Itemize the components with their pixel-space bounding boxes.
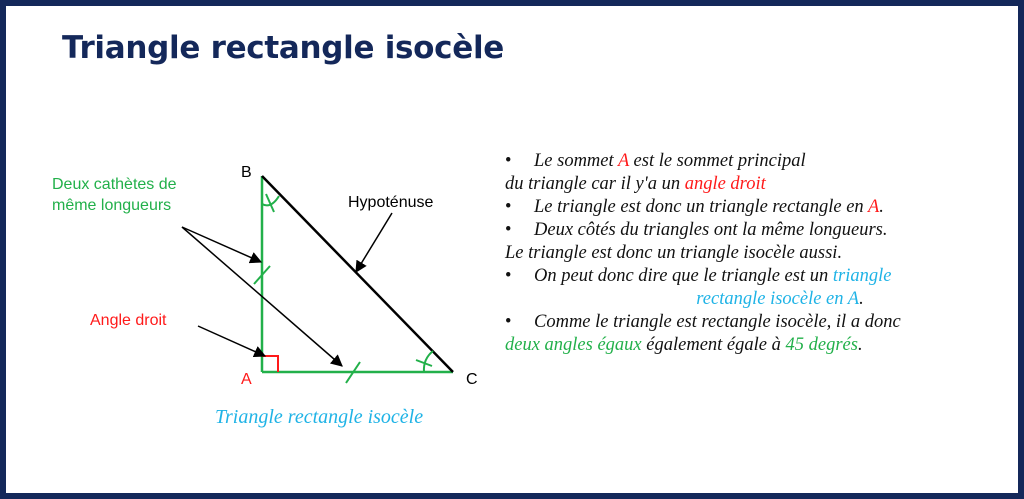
legs-label-line2: même longueurs: [52, 197, 172, 214]
note-3: • Deux côtés du triangles ont la même longueurs.: [505, 220, 888, 240]
bullet-5: •: [505, 312, 512, 332]
angle-arc-c: [424, 351, 433, 372]
right-angle-marker: [262, 356, 278, 372]
bullet-2: •: [505, 197, 512, 217]
arrow-right-angle: [198, 326, 265, 356]
note-2: • Le triangle est donc un triangle rectangle en A.: [505, 197, 884, 217]
note-1-continued: du triangle car il y'a un angle droit: [505, 174, 766, 194]
hypotenuse-label: Hypoténuse: [348, 194, 434, 211]
arrow-legs-to-ab: [182, 227, 261, 262]
vertex-label-a: A: [241, 371, 252, 388]
page-title: Triangle rectangle isocèle: [62, 30, 505, 66]
bullet-1: •: [505, 151, 512, 171]
right-angle-label: Angle droit: [90, 312, 167, 329]
bullet-4: •: [505, 266, 512, 286]
diagram-caption: Triangle rectangle isocèle: [215, 406, 424, 428]
note-1: • Le sommet A est le sommet principal: [505, 151, 806, 171]
vertex-label-b: B: [241, 164, 252, 181]
note-4-continued: rectangle isocèle en A.: [696, 289, 864, 309]
note-3-continued: Le triangle est donc un triangle isocèle aussi.: [505, 243, 843, 263]
note-5: • Comme le triangle est rectangle isocèle, il a donc: [505, 312, 901, 332]
note-4: • On peut donc dire que le triangle est un triangle: [505, 266, 892, 286]
arrow-hypotenuse: [356, 213, 392, 272]
vertex-label-c: C: [466, 371, 478, 388]
explanation-notes: [505, 150, 1015, 357]
legs-label-line1: Deux cathètes de: [52, 176, 177, 193]
bullet-3: •: [505, 220, 512, 240]
note-5-continued: deux angles égaux également égale à 45 degrés.: [505, 335, 863, 355]
